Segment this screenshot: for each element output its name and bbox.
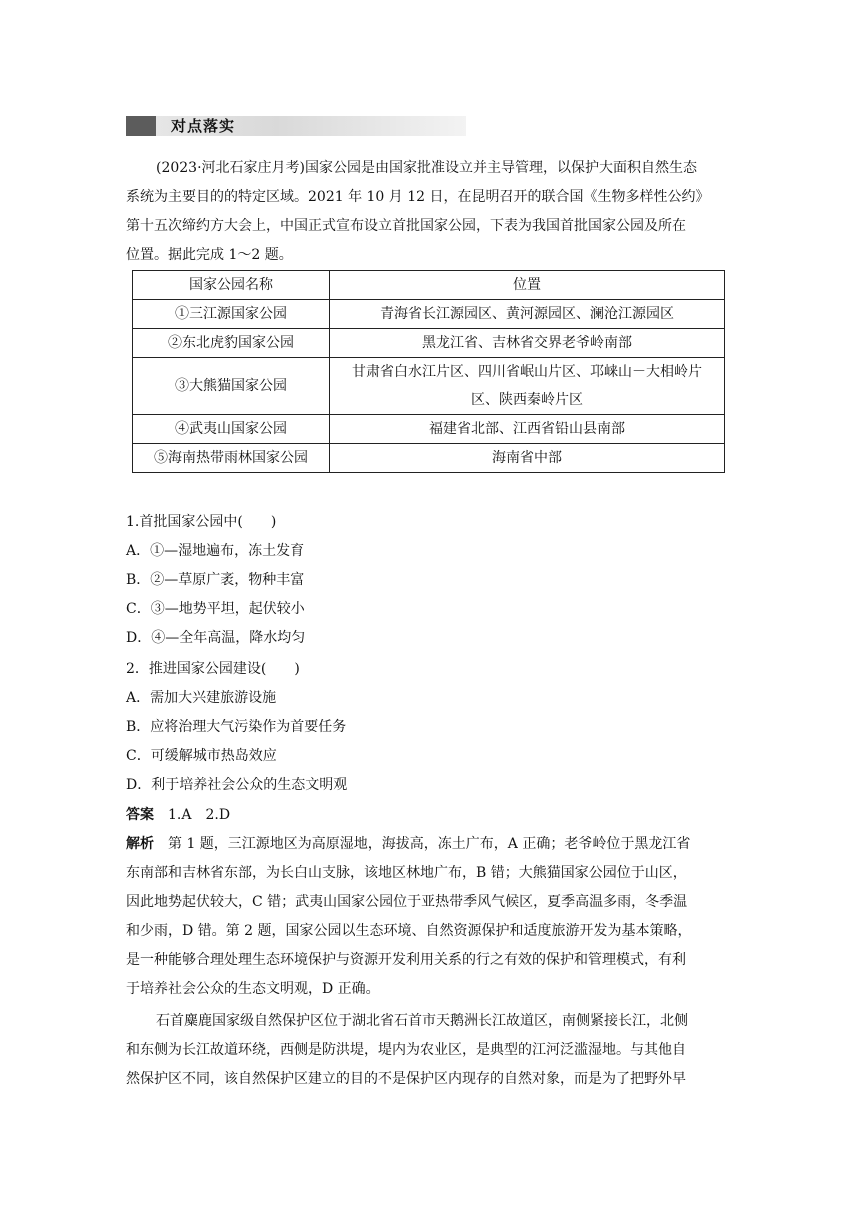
question-2-stem: 2．推进国家公园建设( ) bbox=[126, 661, 300, 677]
table-row bbox=[133, 444, 725, 473]
table-row bbox=[133, 358, 725, 415]
intro-line-1: (2023·河北石家庄月考)国家公园是由国家批准设立并主导管理，以保护大面积自然生态 bbox=[156, 160, 698, 176]
table-header-row bbox=[133, 271, 725, 300]
park-name: ①三江源国家公园 bbox=[133, 300, 330, 329]
question-1-stem: 1.首批国家公园中( ) bbox=[126, 514, 277, 530]
park-name: ④武夷山国家公园 bbox=[133, 415, 330, 444]
intro-line-3: 第十五次缔约方大会上，中国正式宣布设立首批国家公园，下表为我国首批国家公园及所在 bbox=[126, 218, 686, 234]
table-row bbox=[133, 300, 725, 329]
table-row bbox=[133, 329, 725, 358]
question-1-option-a: A．①—湿地遍布，冻土发育 bbox=[126, 543, 305, 559]
table-row bbox=[133, 415, 725, 444]
question-2-option-c: C．可缓解城市热岛效应 bbox=[126, 748, 277, 764]
section-title: 对点落实 bbox=[171, 117, 236, 135]
table-header-name: 国家公园名称 bbox=[133, 271, 330, 300]
passage-line: 然保护区不同，该自然保护区建立的目的不是保护区内现存的自然对象，而是为了把野外早 bbox=[126, 1071, 686, 1087]
park-location: 青海省长江源园区、黄河源园区、澜沧江源园区 bbox=[330, 300, 725, 329]
section-header bbox=[126, 116, 466, 136]
park-location-line: 甘肃省白水江片区、四川省岷山片区、邛崃山－大相岭片 bbox=[352, 364, 702, 380]
analysis-line: 是一种能够合理处理生态环境保护与资源开发利用关系的行之有效的保护和管理模式，有利 bbox=[126, 952, 686, 968]
intro-line-4: 位置。据此完成 1～2 题。 bbox=[126, 247, 293, 263]
question-2-option-b: B．应将治理大气污染作为首要任务 bbox=[126, 719, 347, 735]
passage-line: 和东侧为长江故道环绕，西侧是防洪堤，堤内为农业区，是典型的江河泛滥湿地。与其他自 bbox=[126, 1042, 686, 1058]
analysis-text: 第 1 题，三江源地区为高原湿地，海拔高，冻土广布，A 正确；老爷岭位于黑龙江省 bbox=[168, 836, 691, 852]
answer bbox=[126, 804, 230, 824]
park-location bbox=[330, 358, 725, 415]
passage-line: 石首麋鹿国家级自然保护区位于湖北省石首市天鹅洲长江故道区，南侧紧接长江，北侧 bbox=[156, 1013, 688, 1029]
park-name: ②东北虎豹国家公园 bbox=[133, 329, 330, 358]
question-2-option-d: D．利于培养社会公众的生态文明观 bbox=[126, 777, 348, 793]
table-header-location: 位置 bbox=[330, 271, 725, 300]
park-location: 海南省中部 bbox=[330, 444, 725, 473]
question-2-option-a: A．需加大兴建旅游设施 bbox=[126, 690, 277, 706]
question-1-option-d: D．④—全年高温，降水均匀 bbox=[126, 630, 306, 646]
analysis-line: 于培养社会公众的生态文明观，D 正确。 bbox=[126, 981, 380, 997]
analysis-line: 因此地势起伏较大，C 错；武夷山国家公园位于亚热带季风气候区，夏季高温多雨，冬季温 bbox=[126, 894, 688, 910]
park-location: 黑龙江省、吉林省交界老爷岭南部 bbox=[330, 329, 725, 358]
analysis-label: 解析 bbox=[126, 836, 154, 852]
answer-text: 1.A 2.D bbox=[168, 807, 231, 823]
intro-line-2: 系统为主要目的的特定区域。2021 年 10 月 12 日，在昆明召开的联合国《生物多样性公约》 bbox=[126, 189, 710, 205]
national-parks-table bbox=[132, 270, 725, 473]
park-location-line: 区、陕西秦岭片区 bbox=[471, 392, 583, 408]
question-1-option-b: B．②—草原广袤，物种丰富 bbox=[126, 572, 305, 588]
analysis-line: 东南部和吉林省东部，为长白山支脉，该地区林地广布，B 错；大熊猫国家公园位于山区， bbox=[126, 865, 687, 881]
park-name: ③大熊猫国家公园 bbox=[133, 358, 330, 415]
park-name: ⑤海南热带雨林国家公园 bbox=[133, 444, 330, 473]
answer-label: 答案 bbox=[126, 807, 154, 823]
park-location: 福建省北部、江西省铅山县南部 bbox=[330, 415, 725, 444]
analysis-line: 和少雨，D 错。第 2 题，国家公园以生态环境、自然资源保护和适度旅游开发为基本策略， bbox=[126, 923, 692, 939]
question-1-option-c: C．③—地势平坦，起伏较小 bbox=[126, 601, 305, 617]
analysis-first-line bbox=[126, 833, 690, 853]
